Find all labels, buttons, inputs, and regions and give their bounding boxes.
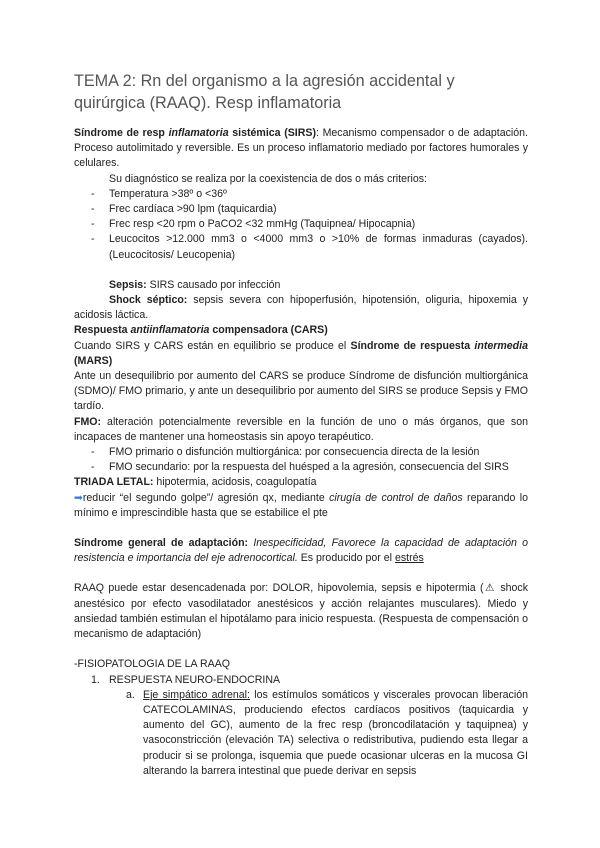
list-item: - Temperatura >38º o <36º [91,187,227,200]
list-item: - Frec cardíaca >90 lpm (taquicardia) [91,203,277,216]
list-item: - Leucocitos >12.000 mm3 o <4000 mm3 o >10% de formas inmaduras (cayados). (Leucocitosis/ Leucopenia) [91,233,528,261]
cars-heading: Respuesta antiinflamatoria compensadora (CARS) [74,324,328,337]
cars-imbalance: Ante un desequilibrio por aumento del CARS se produce Síndrome de disfunción multiorgánica (SDMO)/ FMO primario, y ante un desequilibrio por aumento del SIRS se produce Sepsis y FMO tardío. [74,370,528,413]
fmo-list [74,445,528,475]
list-item: - FMO primario o disfunción multiorgánica: por consecuencia directa de la lesión [91,446,480,459]
sga-paragraph: Síndrome general de adaptación: Inespecificidad, Favorece la capacidad de adaptación o resistencia e importancia del eje adrenocortical. Es producido por el estrés [74,537,528,565]
fisio-heading: -FISIOPATOLOGIA DE LA RAAQ [74,658,231,671]
shock-definition: Shock séptico: sepsis severa con hipoperfusión, hipotensión, oliguria, hipoxemia y acidosis láctica. [74,294,528,322]
sirs-diagnosis: Su diagnóstico se realiza por la coexistencia de dos o más criterios: [109,172,427,185]
sub-item: a. Eje simpático adrenal: los estímulos somáticos y viscerales provocan liberación CATECOLAMINAS, produciendo efectos cardíacos positivos (taquicardia y aumento del GC), aumento de la frec resp (broncodilatación y taquipnea) y vasoconstricción (elevación TA) selectiva o redistributiva, pudiendo esta llegar a producir si se prolonga, isquemia que puede ocasionar ulceras en la mucosa GI alterando la barrera intestinal que puede derivar en sepsis [126,688,528,777]
warning-icon: ⚠ [483,582,496,595]
page-title: TEMA 2: Rn del organismo a la agresión accidental y quirúrgica (RAAQ). Resp inflamatoria [74,72,455,112]
cars-paragraph: Cuando SIRS y CARS están en equilibrio se produce el Síndrome de respuesta intermedia (MARS) [74,339,528,367]
list-item: - Frec resp <20 rpm o PaCO2 <32 mmHg (Taquipnea/ Hipocapnia) [91,218,416,231]
numbered-item: 1. RESPUESTA NEURO-ENDOCRINA [91,673,281,686]
triada-action: ➡reducir “el segundo golpe”/ agresión qx, mediante cirugía de control de daños reparando lo mínimo e imprescindible hasta que se estabilice el pte [74,491,528,519]
triada-letal: TRIADA LETAL: hipotermia, acidosis, coagulopatía [74,476,317,489]
list-item: - FMO secundario: por la respuesta del huésped a la agresión, consecuencia del SIRS [91,461,509,474]
fmo-paragraph: FMO: alteración potencialmente reversible en la función de uno o más órganos, que son incapaces de mantener una homeostasis sin apoyo terapéutico. [74,415,528,443]
sepsis-definition: Sepsis: SIRS causado por infección [109,278,281,291]
sirs-paragraph: Síndrome de resp inflamatoria sistémica (SIRS): Mecanismo compensador o de adaptación. Proceso autolimitado y reversible. Es un proceso inflamatorio mediado por factores humorales y celulares. [74,127,529,170]
arrow-right-icon: ➡ [74,491,83,504]
mars-term: Síndrome de respuesta intermedia (MARS) [74,339,528,367]
sirs-heading: Síndrome de resp inflamatoria sistémica (SIRS) [74,127,316,139]
sirs-criteria-list [74,187,528,263]
raaq-paragraph: RAAQ puede estar desencadenada por: DOLOR, hipovolemia, sepsis e hipotermia (⚠ shock anestésico por efecto vasodilatador anestésicos y acción relajantes musculares). Miedo y ansiedad también estimulan el hipotálamo para inicio respuesta. (Respuesta de compensación o mecanismo de adaptación) [74,582,529,641]
